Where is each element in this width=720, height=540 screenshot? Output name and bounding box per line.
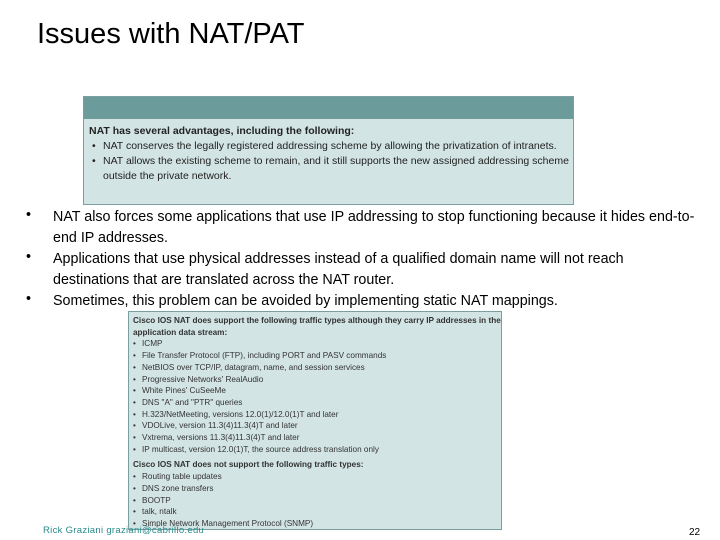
supported-heading: Cisco IOS NAT does support the following traffic types although they carry IP addresses in the application data stream: xyxy=(133,316,501,337)
footer-author: Rick Graziani graziani@cabrillo.edu xyxy=(43,525,205,536)
bullet-icon: • xyxy=(26,207,32,223)
bullet-item xyxy=(26,291,700,312)
list-item: • File Transfer Protocol (FTP), including PORT and PASV commands xyxy=(133,350,501,362)
list-item: • Progressive Networks' RealAudio xyxy=(133,374,501,386)
list-item: • White Pines' CuSeeMe xyxy=(133,385,501,397)
nat-traffic-types-figure xyxy=(128,311,502,530)
bullet-item xyxy=(26,249,700,291)
bullet-text: Sometimes, this problem can be avoided by implementing static NAT mappings. xyxy=(53,293,558,309)
bullet-icon: • xyxy=(26,291,32,307)
figure-header-band xyxy=(84,97,573,119)
bullet-icon: • xyxy=(26,249,32,265)
list-item: • IP multicast, version 12.0(1)T, the source address translation only xyxy=(133,444,501,456)
list-item: • NetBIOS over TCP/IP, datagram, name, and session services xyxy=(133,362,501,374)
list-item: • Routing table updates xyxy=(133,471,501,483)
bullet-text: Applications that use physical addresses instead of a qualified domain name will not reach destinations that are translated across the NAT router. xyxy=(53,251,624,288)
list-item: • H.323/NetMeeting, versions 12.0(1)/12.0(1)T and later xyxy=(133,409,501,421)
list-item: • DNS zone transfers xyxy=(133,483,501,495)
list-item: • VDOLive, version 11.3(4)11.3(4)T and later xyxy=(133,420,501,432)
bullet-text: NAT also forces some applications that use IP addressing to stop functioning because it hides end-to-end IP addresses. xyxy=(53,209,695,246)
list-item: • NAT conserves the legally registered addressing scheme by allowing the privatization of intranets. xyxy=(89,139,573,154)
list-item: • DNS "A" and "PTR" queries xyxy=(133,397,501,409)
list-item: • Vxtrema, versions 11.3(4)11.3(4)T and later xyxy=(133,432,501,444)
list-item: • ICMP xyxy=(133,338,501,350)
list-item: • BOOTP xyxy=(133,495,501,507)
slide-title: Issues with NAT/PAT xyxy=(37,18,305,50)
list-item: • NAT allows the existing scheme to remain, and it still supports the new assigned addressing scheme outside the private network. xyxy=(89,154,573,184)
nat-advantages-figure xyxy=(83,96,574,205)
unsupported-heading: Cisco IOS NAT does not support the following traffic types: xyxy=(133,460,364,470)
bullet-list xyxy=(26,207,700,312)
page-number: 22 xyxy=(689,527,701,538)
figure-heading: NAT has several advantages, including the following: xyxy=(89,125,355,137)
bullet-item xyxy=(26,207,700,249)
list-item: • Simple Network Management Protocol (SNMP) xyxy=(133,518,501,530)
list-item: • talk, ntalk xyxy=(133,506,501,518)
